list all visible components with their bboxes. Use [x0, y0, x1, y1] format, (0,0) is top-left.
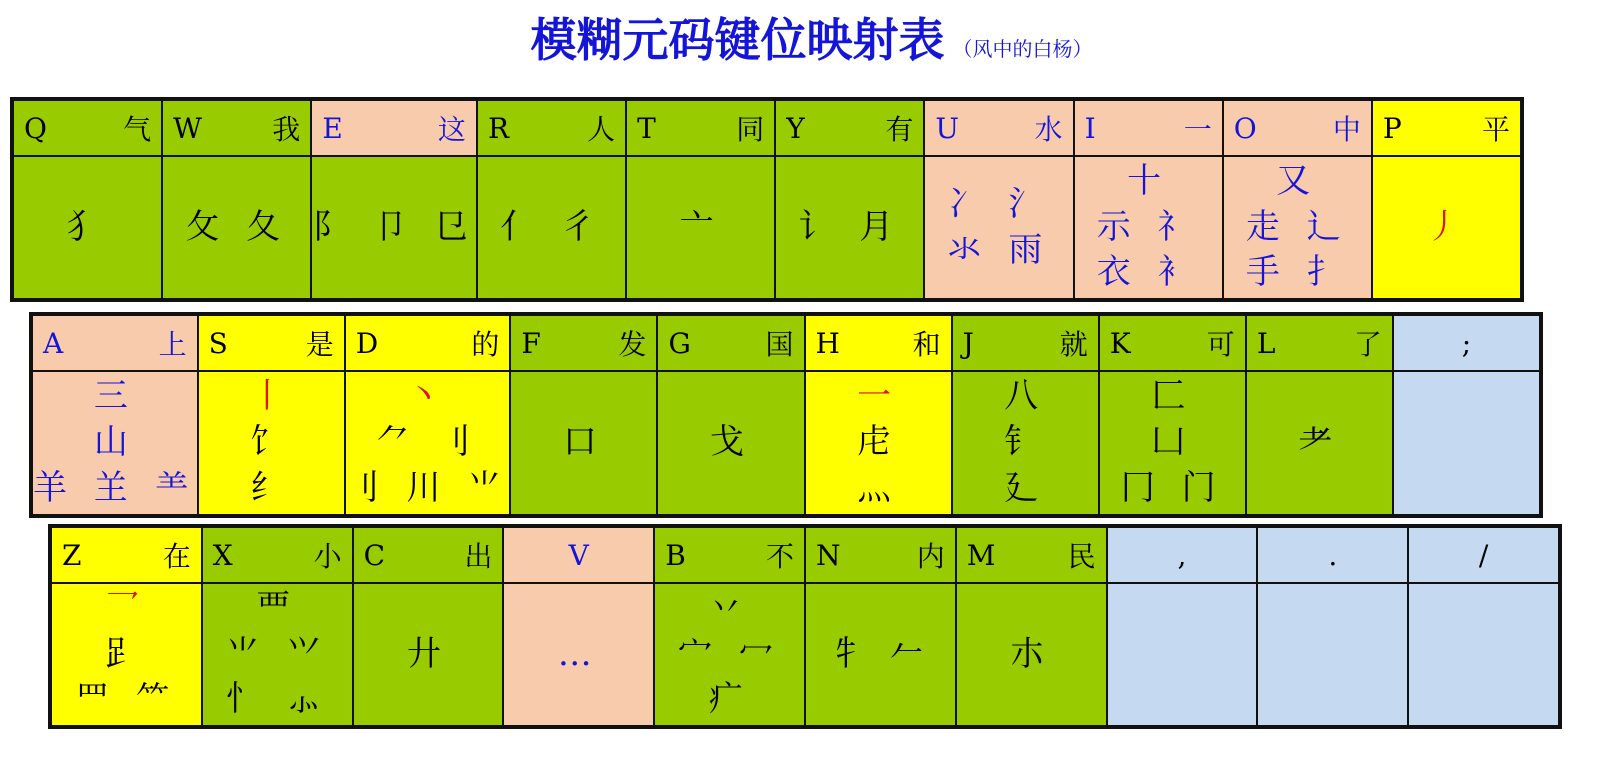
- key-char: 有: [885, 113, 914, 146]
- key-l-radicals: [1247, 372, 1392, 514]
- radical-line: 廾: [406, 633, 449, 674]
- key-letter: I: [1084, 111, 1096, 145]
- key-letter: G: [668, 326, 691, 360]
- key-v-radicals: [504, 584, 653, 725]
- radical-line: 忄 ⺗: [225, 679, 329, 720]
- radical-line: …: [557, 633, 600, 674]
- key-char: 出: [464, 540, 493, 573]
- key-char: 气: [123, 113, 152, 146]
- key-d-radicals: [346, 372, 510, 514]
- radical-line: ⺈ 刂: [376, 422, 479, 463]
- radical-line: 氺 雨: [947, 229, 1051, 270]
- radical-line: 耂: [1298, 422, 1341, 463]
- radical-line: 𧾷: [105, 633, 148, 674]
- key-letter: V: [568, 538, 589, 572]
- key-letter: L: [1256, 326, 1276, 360]
- key-char: 中: [1332, 113, 1361, 146]
- key-letter: E: [322, 111, 343, 145]
- author-note: （风中的白杨）: [952, 37, 1093, 61]
- key-char: 民: [1067, 540, 1096, 573]
- key-char: 同: [736, 113, 765, 146]
- key-letter: H: [815, 326, 840, 360]
- key-v-header: [504, 528, 653, 582]
- radical-line: 走 辶: [1245, 206, 1349, 247]
- key-punct-9[interactable]: [1409, 528, 1558, 725]
- key-y-radicals: [776, 157, 923, 298]
- key-r-radicals: [478, 157, 625, 298]
- radical-line: 丶: [406, 376, 449, 417]
- key-letter: W: [173, 111, 202, 145]
- key-e-header: [312, 101, 476, 155]
- radical-line: 讠 月: [798, 206, 902, 247]
- radical-line: 饣: [250, 422, 293, 463]
- key-punct-7[interactable]: [1108, 528, 1257, 725]
- key-p[interactable]: [1373, 101, 1520, 298]
- key-w-header: [163, 101, 310, 155]
- key-n-header: [806, 528, 955, 582]
- key-char: 和: [912, 328, 941, 361]
- key-char: .: [1328, 538, 1338, 572]
- key-letter: Y: [786, 111, 805, 145]
- key-s[interactable]: [199, 316, 344, 514]
- page-title: 模糊元码键位映射表: [530, 13, 945, 67]
- key-char: 一: [1183, 113, 1212, 146]
- key-char: 小: [313, 540, 342, 573]
- key-i[interactable]: [1075, 101, 1222, 298]
- key-l-header: [1247, 316, 1392, 370]
- key-punct-9[interactable]: [1394, 316, 1539, 514]
- key-char: 在: [162, 540, 191, 573]
- key-letter: T: [637, 111, 656, 145]
- key-n[interactable]: [806, 528, 955, 725]
- key-g[interactable]: [658, 316, 803, 514]
- radical-line: 丨: [250, 376, 293, 417]
- key-letter: N: [815, 538, 841, 572]
- key-v[interactable]: [504, 528, 653, 725]
- key-i-header: [1075, 101, 1222, 155]
- key-t-header: [627, 101, 774, 155]
- key-l[interactable]: [1247, 316, 1392, 514]
- radical-line: 灬: [857, 467, 900, 508]
- key-s-header: [199, 316, 344, 370]
- key-u-radicals: [925, 157, 1072, 298]
- radical-line: 罒 ⺮: [74, 679, 178, 720]
- key-p-header: [1373, 101, 1520, 155]
- key-char: 了: [1353, 328, 1382, 361]
- key-h[interactable]: [806, 316, 951, 514]
- key-f-radicals: [511, 372, 656, 514]
- radical-line: 刂 川 ⺌: [345, 467, 510, 508]
- key-char: 这: [437, 113, 466, 146]
- key-h-radicals: [806, 372, 951, 514]
- key-i-radicals: [1075, 157, 1222, 298]
- key-z-radicals: [52, 584, 201, 725]
- key-letter: J: [962, 326, 974, 360]
- key-a-radicals: [33, 372, 197, 514]
- radical-line: 纟: [250, 467, 293, 508]
- key-p-radicals: [1373, 157, 1520, 298]
- key-m-radicals: [957, 584, 1106, 725]
- key-k-radicals: [1100, 372, 1245, 514]
- key-punct-9-header: [1409, 528, 1558, 582]
- key-char: 人: [587, 113, 616, 146]
- key-w-radicals: [163, 157, 310, 298]
- key-o-header: [1224, 101, 1371, 155]
- key-k[interactable]: [1100, 316, 1245, 514]
- radical-line: 乛: [105, 587, 148, 628]
- key-letter: K: [1109, 326, 1131, 360]
- key-z[interactable]: [52, 528, 201, 725]
- key-q-header: [14, 101, 161, 155]
- radical-line: 八: [1004, 376, 1047, 417]
- keyboard-row-top: [10, 97, 1524, 302]
- key-t[interactable]: [627, 101, 774, 298]
- key-letter: O: [1233, 111, 1257, 145]
- key-e-radicals: [312, 157, 476, 298]
- radical-line: 牜 𠂉: [828, 633, 932, 674]
- key-punct-8[interactable]: [1258, 528, 1407, 725]
- key-char: 水: [1034, 113, 1063, 146]
- radical-line: 亠: [679, 206, 722, 247]
- radical-line: 犭: [66, 206, 109, 247]
- radical-line: 十: [1127, 160, 1170, 201]
- key-g-header: [658, 316, 803, 370]
- key-q-radicals: [14, 157, 161, 298]
- key-d-header: [346, 316, 510, 370]
- key-letter: D: [355, 326, 379, 360]
- key-x-radicals: [203, 584, 352, 725]
- key-letter: P: [1382, 111, 1402, 145]
- radical-line: ⺌ ⺍: [225, 633, 329, 674]
- key-m[interactable]: [957, 528, 1106, 725]
- key-letter: A: [43, 326, 64, 360]
- key-char: 上: [158, 328, 187, 361]
- keyboard-row-bottom: [48, 524, 1562, 729]
- key-f-header: [511, 316, 656, 370]
- key-x[interactable]: [203, 528, 352, 725]
- key-b-radicals: [655, 584, 804, 725]
- radical-line: 亻 彳: [500, 206, 603, 247]
- radical-line: 衣 衤: [1096, 252, 1200, 293]
- key-b-header: [655, 528, 804, 582]
- key-z-header: [52, 528, 201, 582]
- key-u[interactable]: [925, 101, 1072, 298]
- key-char: 就: [1059, 328, 1088, 361]
- key-q[interactable]: [14, 101, 161, 298]
- key-char: 是: [305, 328, 334, 361]
- radical-line: 戈: [709, 422, 752, 463]
- key-letter: S: [208, 326, 228, 360]
- radical-line: 疒: [708, 679, 751, 720]
- key-punct-7-header: [1108, 528, 1257, 582]
- key-a[interactable]: [33, 316, 197, 514]
- key-m-header: [957, 528, 1106, 582]
- radical-line: 廴: [1004, 467, 1047, 508]
- key-letter: R: [487, 111, 510, 145]
- key-b[interactable]: [655, 528, 804, 725]
- radical-line: 一: [857, 376, 900, 417]
- key-s-radicals: [199, 372, 344, 514]
- key-k-header: [1100, 316, 1245, 370]
- key-f[interactable]: [511, 316, 656, 514]
- key-w[interactable]: [163, 101, 310, 298]
- key-punct-8-header: [1258, 528, 1407, 582]
- key-char: 发: [618, 328, 647, 361]
- radical-line: 山: [93, 422, 136, 463]
- radical-line: 阝 卩 㔾: [312, 206, 476, 247]
- key-punct-8-radicals: [1258, 584, 1407, 725]
- radical-line: 丿: [1425, 206, 1468, 247]
- key-letter: X: [212, 538, 233, 572]
- key-t-radicals: [627, 157, 774, 298]
- key-char: 国: [765, 328, 794, 361]
- radical-line: 三: [93, 376, 136, 417]
- key-x-header: [203, 528, 352, 582]
- radical-line: 凵: [1151, 422, 1194, 463]
- key-punct-9-radicals: [1394, 372, 1539, 514]
- key-e[interactable]: [312, 101, 476, 298]
- key-char: 可: [1206, 328, 1235, 361]
- radical-line: 丷: [708, 587, 751, 628]
- key-h-header: [806, 316, 951, 370]
- key-letter: C: [363, 538, 386, 572]
- key-c-header: [354, 528, 503, 582]
- key-g-radicals: [658, 372, 803, 514]
- key-u-header: [925, 101, 1072, 155]
- key-char: /: [1478, 538, 1489, 572]
- radical-line: 冂 门: [1120, 467, 1224, 508]
- key-char: 不: [765, 540, 794, 573]
- key-char: ;: [1461, 326, 1472, 360]
- key-a-header: [33, 316, 197, 370]
- key-letter: Q: [24, 111, 47, 145]
- radical-line: 示 礻: [1096, 206, 1200, 247]
- radical-line: 钅: [1004, 422, 1047, 463]
- key-y-header: [776, 101, 923, 155]
- key-char: 内: [916, 540, 945, 573]
- key-punct-9-header: [1394, 316, 1539, 370]
- key-n-radicals: [806, 584, 955, 725]
- key-punct-9-radicals: [1409, 584, 1558, 725]
- key-char: ,: [1177, 538, 1187, 572]
- radical-line: 冫 氵: [947, 183, 1051, 224]
- key-letter: Z: [62, 538, 82, 572]
- key-letter: B: [665, 538, 686, 572]
- radical-line: 朩: [1010, 633, 1053, 674]
- key-letter: F: [521, 326, 541, 360]
- key-d[interactable]: [346, 316, 510, 514]
- key-r-header: [478, 101, 625, 155]
- key-j-radicals: [953, 372, 1098, 514]
- key-j[interactable]: [953, 316, 1098, 514]
- key-c-radicals: [354, 584, 503, 725]
- key-punct-7-radicals: [1108, 584, 1257, 725]
- key-r[interactable]: [478, 101, 625, 298]
- radical-line: 羊 𦍌 ⺷: [33, 467, 197, 508]
- radical-line: 虍: [857, 422, 900, 463]
- key-c[interactable]: [354, 528, 503, 725]
- key-j-header: [953, 316, 1098, 370]
- key-y[interactable]: [776, 101, 923, 298]
- key-char: 我: [272, 113, 301, 146]
- radical-line: 又: [1276, 160, 1319, 201]
- radical-line: 口: [562, 422, 605, 463]
- radical-line: 手 扌: [1245, 252, 1349, 293]
- key-char: 平: [1482, 113, 1511, 146]
- key-char: 的: [471, 328, 500, 361]
- radical-line: 宀 冖: [678, 633, 781, 674]
- page-title-block: [0, 4, 1623, 70]
- radical-line: 攵 夂: [185, 206, 289, 247]
- radical-line: 覀: [256, 587, 299, 628]
- key-letter: U: [935, 111, 960, 145]
- keyboard-row-home: [29, 312, 1543, 518]
- radical-line: 匚: [1151, 376, 1194, 417]
- key-o[interactable]: [1224, 101, 1371, 298]
- key-o-radicals: [1224, 157, 1371, 298]
- key-letter: M: [966, 538, 996, 572]
